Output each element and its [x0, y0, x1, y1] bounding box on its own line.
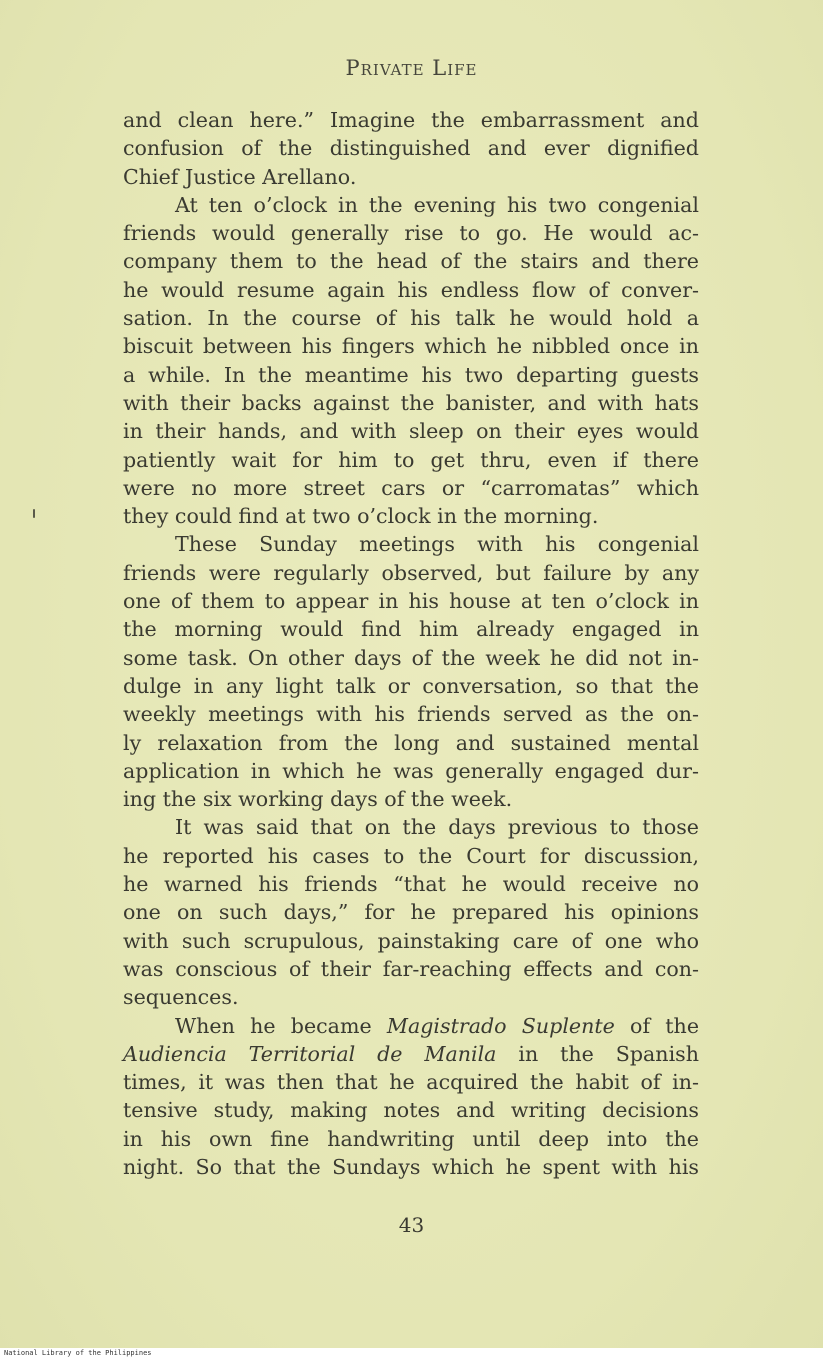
text-line: confusion of the distinguished and ever dignified	[123, 136, 699, 161]
text-line: a while. In the meantime his two departing guests	[123, 362, 699, 387]
text-line: friends were regularly observed, but failure by any	[123, 560, 699, 585]
text-line: sation. In the course of his talk he would hold a	[123, 306, 699, 331]
page-body	[123, 106, 699, 1181]
text-line: the morning would find him already engaged in	[123, 617, 699, 642]
text-line: At ten o’clock in the evening his two congenial	[175, 192, 699, 217]
text-run: When he became	[175, 1013, 387, 1038]
text-line: sequences.	[123, 985, 239, 1010]
text-line: one on such days,” for he prepared his opinions	[123, 900, 699, 925]
library-credit: National Library of the Philippines	[4, 1349, 152, 1357]
text-line: dulge in any light talk or conversation, so that the	[123, 673, 699, 698]
text-line: Chief Justice Arellano.	[123, 164, 357, 189]
text-line: with such scrupulous, painstaking care of one who	[123, 928, 699, 953]
text-run: in the Spanish	[496, 1041, 699, 1066]
text-line: in their hands, and with sleep on their eyes would	[123, 419, 699, 444]
text-line: was conscious of their far-reaching effects and con-	[123, 956, 699, 981]
text-line: biscuit between his fingers which he nibbled once in	[123, 334, 699, 359]
ink-speck	[33, 509, 35, 518]
text-line: times, it was then that he acquired the habit of in-	[123, 1070, 699, 1095]
text-line: company them to the head of the stairs and there	[123, 249, 699, 274]
text-line: and clean here.” Imagine the embarrassment and	[123, 108, 699, 132]
text-line: some task. On other days of the week he did not in-	[123, 645, 699, 670]
italic-term: Magistrado Suplente	[386, 1013, 615, 1038]
text-line: patiently wait for him to get thru, even if there	[123, 447, 699, 472]
text-line: were no more street cars or “carromatas” which	[123, 475, 699, 500]
text-line: night. So that the Sundays which he spent with his	[123, 1154, 699, 1179]
text-line	[123, 1040, 699, 1068]
running-head: Private Life	[345, 56, 478, 80]
text-line: in his own fine handwriting until deep into the	[123, 1126, 699, 1151]
text-line: friends would generally rise to go. He would ac-	[123, 221, 699, 246]
text-line: they could find at two o’clock in the morning.	[123, 504, 599, 529]
text-line	[123, 1012, 699, 1040]
text-line: with their backs against the banister, and with hats	[123, 390, 699, 415]
text-line: he would resume again his endless flow of conver-	[123, 277, 699, 302]
text-line: weekly meetings with his friends served as the on-	[123, 702, 699, 727]
italic-term: Audiencia Territorial de Manila	[123, 1041, 497, 1066]
text-line: These Sunday meetings with his congenial	[175, 532, 699, 557]
text-run: of the	[614, 1013, 700, 1038]
text-line: ing the six working days of the week.	[123, 787, 513, 812]
page-number: 43	[398, 1213, 425, 1237]
text-line: one of them to appear in his house at ten o’clock in	[123, 589, 699, 614]
text-line: It was said that on the days previous to those	[175, 815, 699, 840]
text-line: tensive study, making notes and writing decisions	[123, 1098, 699, 1123]
text-line: he warned his friends “that he would receive no	[123, 872, 699, 897]
text-line: he reported his cases to the Court for discussion,	[123, 843, 699, 868]
text-line: application in which he was generally engaged dur-	[123, 758, 699, 783]
text-line: ly relaxation from the long and sustained mental	[123, 730, 699, 755]
